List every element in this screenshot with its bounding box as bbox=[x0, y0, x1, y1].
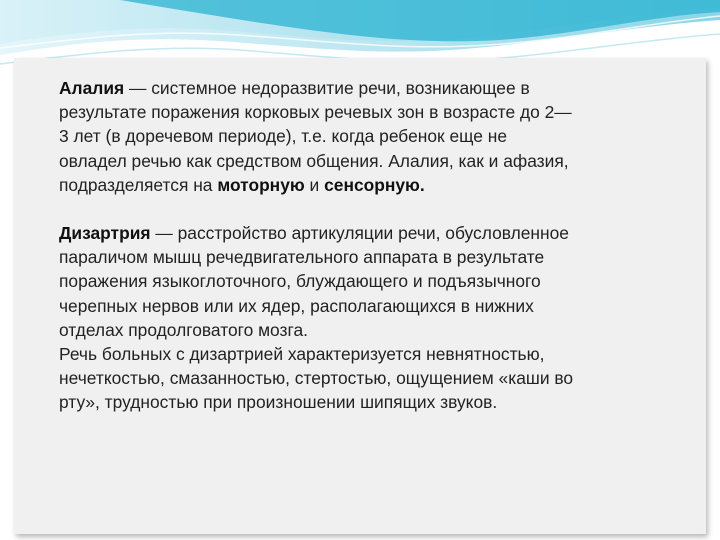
content-panel bbox=[14, 58, 706, 534]
speech-description-text: Речь больных с дизартрией характеризуется невнятностью, нечеткостью, смазанностью, стертостью, ощущением «каши во рту», трудностью при произношении шипящих звуков. bbox=[59, 344, 574, 413]
alalia-definition: — системное недоразвитие речи, возникающее в результате поражения корковых речевых зон в возрасте до 2— 3 лет (в доречевом периоде), т.е. когда ребенок еще не овладел речью как средством общения. Алалия, как и афазия, подразделяется на bbox=[59, 78, 572, 195]
term-sensory: сенсорную. bbox=[324, 174, 425, 195]
slide-text bbox=[59, 76, 679, 415]
term-alalia: Алалия bbox=[59, 78, 125, 98]
paragraph-speech-description bbox=[59, 342, 679, 415]
paragraph-alalia bbox=[59, 76, 679, 197]
paragraph-dysarthria bbox=[59, 221, 679, 342]
dysarthria-definition: — расстройство артикуляции речи, обусловленное параличом мышц речедвигательного аппарата в результате поражения языкоглоточного, блуждающего и подъязычного черепных нервов или их ядер, располагающихся в нижних отделах продолговатого мозга. bbox=[59, 223, 569, 340]
conjunction: и bbox=[304, 174, 325, 195]
term-motor: моторную bbox=[217, 174, 305, 195]
term-dysarthria: Дизартрия bbox=[59, 223, 151, 244]
